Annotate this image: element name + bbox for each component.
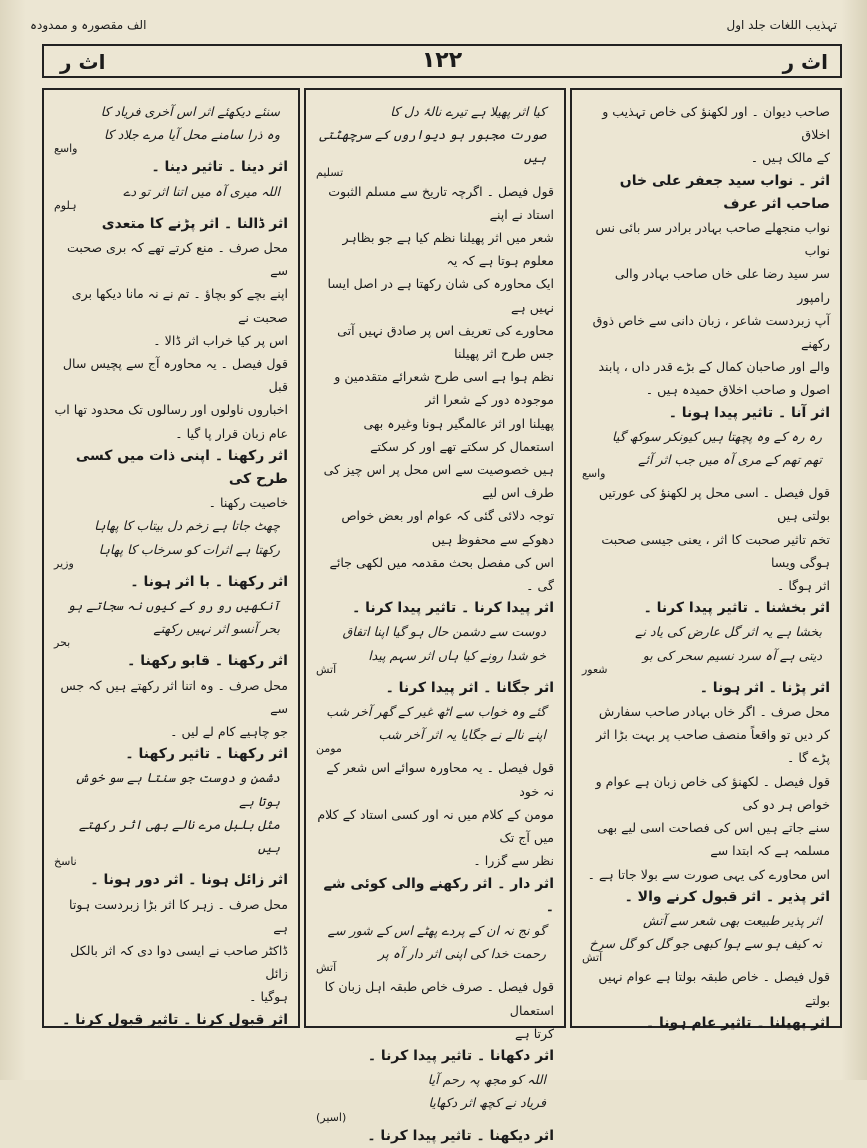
verse-line: اللہ میری آہ میں اتنا اثر تو دے [123, 183, 280, 199]
entry-text: اثر ہوگا ۔ [776, 578, 830, 594]
poet-name: بحر [54, 636, 71, 650]
verse-line: وہ ذرا سامنے محل آیا مرے جلاد کا [103, 127, 280, 143]
entry-text: اصول و صاحب اخلاق حمیدہ ہیں ۔ [645, 382, 830, 398]
column-right [570, 88, 842, 1031]
verse-line: رہ رہ کے وہ پچھتا ہیں کیونکر سوکھ گیا [612, 428, 822, 444]
verse-line: بخشا ہے یہ اثر گل عارض کی یاد نے [635, 624, 822, 640]
verse-line: مثل بلبل مرے نالے بھی اثر رکھتے ہیں [78, 816, 280, 856]
verse-line: کیا اثر پھیلا ہے تیرے نالۂ دل کا [390, 104, 546, 119]
entry-text: کے مالک ہیں ۔ [750, 150, 830, 166]
verse-line: اپنے نالے نے جگایا یہ اثر آخر شب [378, 727, 546, 743]
headword-entry: اثر دیکھنا ۔ تاثیر پیدا کرنا ۔ [367, 1127, 554, 1144]
verse-line: دشمن و دوست جو سنتا ہے سو خوش ہوتا ہے [74, 770, 280, 809]
entry-text: قول فیصل ۔ صرف خاص طبقہ اہل زبان کا استعمال [324, 979, 554, 1018]
verse-line: سنئے دیکھئے اثر اس آخری فریاد کا [100, 104, 280, 119]
entry-text: کرتا ہے [514, 1025, 554, 1041]
page-number: ۱۲۲ [421, 48, 463, 73]
entry-text: اخباروں ناولوں اور رسالوں تک محدود تھا اب [54, 402, 288, 418]
headword-entry: اثر دکھانا ۔ تاثیر پیدا کرنا ۔ [367, 1047, 554, 1064]
headword-entry: اثر زائل ہونا ۔ اثر دور ہونا ۔ [90, 872, 288, 889]
poet-name: واسع [54, 142, 78, 156]
verse-line: دیتی ہے آہ سرد نسیم سحر کی بو [642, 647, 822, 663]
header-section-left: اث ر [60, 50, 106, 74]
poet-name: آتش [582, 951, 603, 965]
column-middle [304, 88, 566, 1144]
column-left [42, 88, 300, 1028]
entry-text: محل صرف ۔ وہ اتنا اثر رکھتے ہیں کہ جس سے [60, 677, 288, 716]
running-head [30, 16, 837, 38]
headword-entry: اثر پذیر ۔ اثر قبول کرنے والا ۔ [624, 888, 830, 905]
entry-text: والے اور صاحبان کمال کے بڑے قدر داں ، پابند [598, 359, 830, 375]
headword-entry: اثر رکھنا ۔ با اثر ہونا ۔ [130, 573, 288, 590]
verse-line: نہ کیف ہو سے ہوا کبھی جو گل کو گل سرخ [589, 936, 822, 952]
entry-text: مومن کے کلام میں نہ اور کسی استاد کے کلام میں آج تک [317, 806, 554, 846]
entry-text: کر دیں تو واقعاً منصف صاحب پر بہت بڑا اثر [596, 727, 830, 743]
verse-line: صورت مجبور ہو دیواروں کے سرچھٹتی ہیں [319, 127, 546, 166]
headword-entry: اثر پڑنا ۔ اثر ہونا ۔ [699, 679, 830, 696]
entry-text: پڑے گا ۔ [786, 750, 830, 766]
entry-text: تخم تاثیر صحبت کا اثر ، یعنی جیسی صحبت ہوگی ویسا [601, 531, 830, 570]
entry-text: قول فیصل ۔ لکھنؤ کی خاص زبان ہے عوام و خواص ہر دو کی [595, 773, 830, 812]
entry-text: ہوگیا ۔ [249, 989, 288, 1005]
poet-name: (اسیر) [316, 1110, 347, 1124]
entry-text: قول فیصل ۔ یہ محاورہ سوائے اس شعر کے نہ خود [326, 760, 554, 799]
entry-text: سر سید رضا علی خاں صاحب بہادر والی رامپور [614, 266, 830, 305]
poet-name: واسع [582, 467, 606, 481]
entry-text: نواب منجھلے صاحب بہادر برادر سر بائی نس نواب [595, 220, 830, 259]
headword-entry: اثر جگانا ۔ اثر پیدا کرنا ۔ [385, 679, 554, 696]
entry-text: محل صرف ۔ منع کرتے تھے کہ بری صحبت سے [67, 240, 288, 279]
poet-name: وزیر [54, 556, 74, 570]
verse-line: بحر آنسو اثر نہیں رکھتے [153, 621, 280, 637]
headword-entry: اثر رکھنا ۔ تاثیر رکھنا ۔ [125, 746, 288, 763]
entry-text: خاصیت رکھنا ۔ [208, 495, 288, 511]
entry-text: ایک محاورہ کی شان رکھتا ہے در اصل ایسا نہیں ہے [327, 276, 554, 315]
entry-text: شعر میں اثر پھیلنا نظم کیا ہے جو بظاہر معلوم ہوتا ہے کہ یہ [342, 230, 554, 269]
headword-entry: اثر قبول کرنا ۔ تاثیر قبول کرنا ۔ [62, 1011, 288, 1028]
poet-name: مومن [316, 742, 342, 756]
verse-line: گئے وہ خواب سے اٹھ غیر کے گھر آخر شب [326, 704, 546, 720]
poet-name: شعور [582, 662, 608, 676]
entry-text: پھیلنا اور اثر عالمگیر ہونا وغیرہ بھی استعمال کر سکتے تھے اور کر سکتے [363, 415, 554, 454]
verse-line: آنکھیں رو رو کے کیوں نہ سجاتے ہو [67, 598, 280, 614]
poet-name: ناسخ [54, 855, 77, 869]
poet-name: آتش [316, 662, 337, 676]
entry-text: قول فیصل ۔ اگرچہ تاریخ سے مسلم الثبوت استاد نے اپنے [328, 183, 554, 222]
entry-text: نظر سے گزرا ۔ [473, 853, 554, 869]
headword-entry: اثر دینا ۔ تاثیر دینا ۔ [151, 159, 288, 176]
verse-line: اللہ کو مجھ پہ رحم آیا [427, 1072, 546, 1088]
entry-text: عام زبان قرار پا گیا ۔ [175, 425, 288, 441]
entry-text: صاحب دیوان ۔ اور لکھنؤ کی خاص تہذیب و اخلاق [602, 104, 830, 143]
entry-text: اس کی مفصل بحث مقدمہ میں لکھی جائے گی ۔ [329, 554, 554, 594]
headword-entry: اثر ۔ نواب سید جعفر علی خاں صاحب اثر عرف [619, 172, 830, 212]
entry-text: سنے جاتے ہیں اس کی فصاحت اسی لیے بھی مسلمہ ہے کہ ابتدا سے [597, 820, 830, 859]
headword-entry: اثر ڈالنا ۔ اثر پڑنے کا متعدی [101, 215, 288, 232]
entry-text: توجہ دلائی گئی کہ عوام اور بعض خواص دھوکے سے محفوظ ہیں [341, 508, 554, 547]
verse-line: دوست سے دشمن حال ہو گیا اپنا اتفاق [342, 624, 546, 640]
verse-line: رکھتا ہے اثرات کو سرخاب کا پھاہا [98, 541, 280, 557]
verse-line: گو نج نہ ان کے پردے پھٹے اس کے شور سے [327, 922, 546, 938]
entry-text: قول فیصل ۔ خاص طبقہ بولتا ہے عوام نہیں بولتے [598, 969, 830, 1008]
headword-entry: اثر بخشنا ۔ تاثیر پیدا کرنا ۔ [643, 600, 830, 617]
headword-entry: اثر آنا ۔ تاثیر پیدا ہونا ۔ [668, 404, 830, 421]
verse-line: خو شدا رونے کیا ہاں اثر سہم پیدا [368, 647, 546, 663]
poet-name: تسلیم [316, 165, 344, 179]
poet-name: ہلوم [54, 198, 77, 212]
verse-line: اثر پذیر طبیعت بھی شعر سے آتش [643, 912, 822, 928]
entry-text: محل صرف ۔ اگر خاں بہادر صاحب سفارش [598, 704, 830, 720]
entry-text: قول فیصل ۔ اسی محل پر لکھنؤ کی عورتیں بولتی ہیں [598, 485, 830, 524]
section-title: الف مقصورہ و ممدودہ [30, 18, 147, 32]
entry-text: اپنے بچے کو بچاؤ ۔ تم نے نہ مانا دیکھا بری صحبت نے [71, 286, 288, 325]
entry-text: اس محاورے کی یہی صورت سے بولا جاتا ہے ۔ [587, 866, 830, 882]
entry-text: جو چاہیے کام لے لیں ۔ [170, 724, 288, 740]
headword-entry: اثر رکھنا ۔ قابو رکھنا ۔ [127, 653, 288, 670]
book-title: تہذیب اللغات جلد اول [726, 18, 837, 32]
verse-line: فریاد نے کچھ اثر دکھایا [428, 1095, 546, 1111]
verse-line: چھٹ جاتا ہے زخم دل بیتاب کا پھاہا [94, 518, 280, 534]
verse-line: تھم تھم کے مری آہ میں جب اثر آئے [638, 452, 822, 468]
verse-line: رحمت خدا کی اپنی اثر دار آہ پر [378, 946, 546, 962]
entry-text: ڈاکٹر صاحب نے ایسی دوا دی کہ اثر بالکل زائل [70, 942, 288, 982]
headword-entry: اثر دار ۔ اثر رکھنے والی کوئی شے ۔ [323, 875, 554, 915]
entry-text: ہیں خصوصیت سے اس محل پر اس چیز کی طرف اس لیے [323, 462, 554, 501]
headword-entry: اثر پیدا کرنا ۔ تاثیر پیدا کرنا ۔ [352, 600, 554, 617]
entry-text: نظم ہوا ہے اسی طرح شعرائے متقدمین و موجودہ دور کے شعرا اثر [334, 369, 554, 408]
entry-text: آپ زبردست شاعر ، زبان دانی سے خاص ذوق رکھنے [592, 312, 830, 352]
headword-entry: اثر رکھنا ۔ اپنی ذات میں کسی طرح کی [75, 447, 288, 488]
header-section-right: اث ر [782, 50, 828, 74]
entry-text: قول فیصل ۔ یہ محاورہ آج سے پچیس سال قبل [62, 356, 288, 395]
entry-text: محل صرف ۔ زہر کا اثر بڑا زبردست ہوتا ہے [69, 896, 288, 935]
entry-text: اس پر کیا خراب اثر ڈالا ۔ [153, 332, 288, 348]
poet-name: آتش [316, 961, 337, 975]
page-header [42, 44, 842, 78]
entry-text: محاورے کی تعریف اس پر صادق نہیں آتی جس طرح اثر پھیلنا [337, 322, 554, 362]
headword-entry: اثر پھیلنا ۔ تاثیر عام ہونا ۔ [645, 1014, 830, 1031]
